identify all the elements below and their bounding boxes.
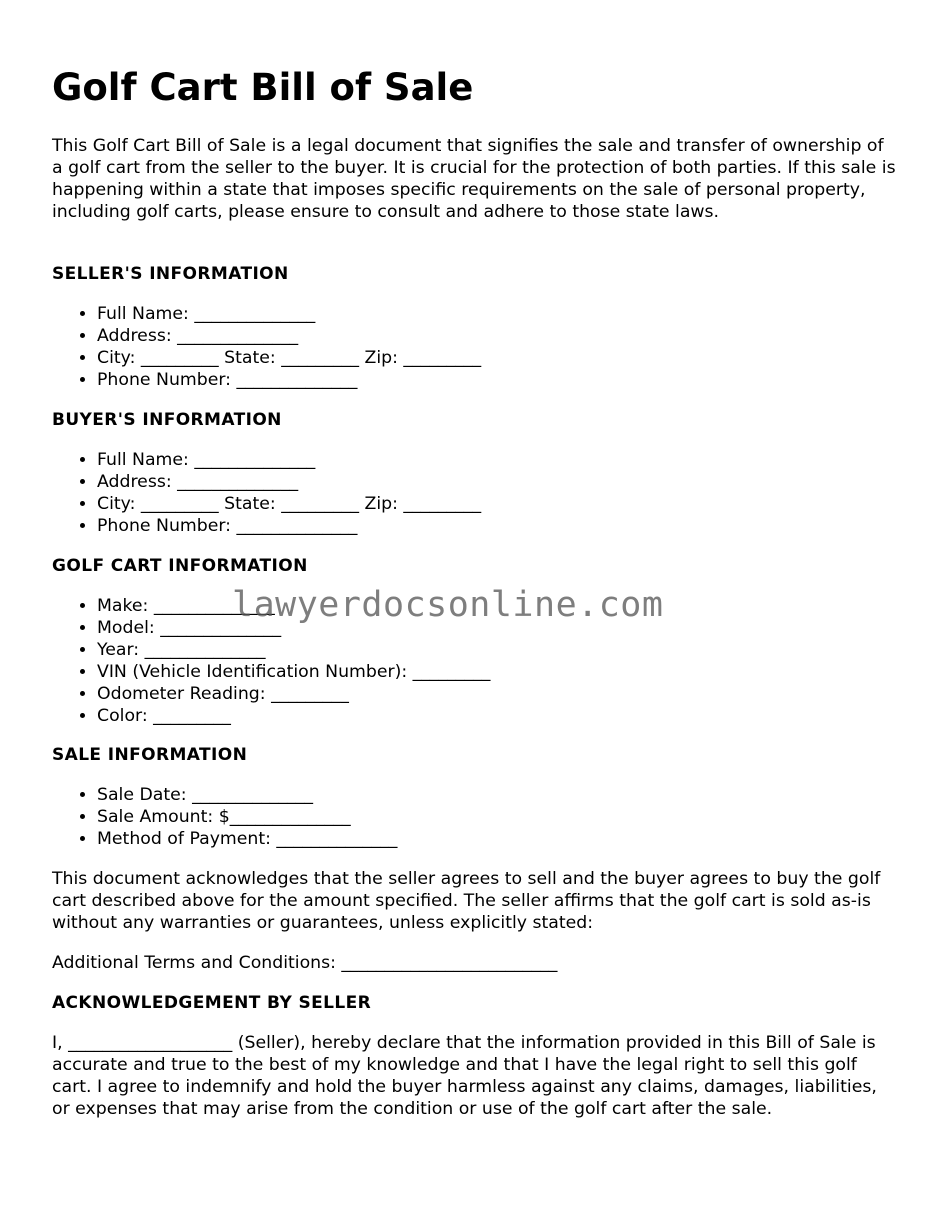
payment-method-field[interactable]: • Method of Payment: ______________ [97,828,897,850]
sale-list [52,784,897,850]
seller-ack-section [52,992,897,1120]
sale-section [52,744,897,850]
cart-vin-field[interactable]: • VIN (Vehicle Identification Number): _________ [97,661,897,683]
seller-list [52,303,897,391]
acknowledgement-section [52,868,897,934]
buyer-full-name-field[interactable]: • Full Name: ______________ [97,449,897,471]
cart-color-field[interactable]: • Color: _________ [97,705,897,727]
additional-terms-field[interactable]: Additional Terms and Conditions: _________________________ [52,953,558,973]
seller-ack-heading: ACKNOWLEDGEMENT BY SELLER [52,993,372,1013]
intro-paragraph: This Golf Cart Bill of Sale is a legal document that signifies the sale and transfer of ownership of a golf cart from the seller to the buyer. It is crucial for the protection of both parties. If this sale is happening within a state that imposes specific requirements on the sale of personal property, including golf carts, please ensure to consult and adhere to those state laws. [52,136,896,222]
seller-heading: SELLER'S INFORMATION [52,264,289,284]
cart-heading: GOLF CART INFORMATION [52,556,308,576]
seller-address-field[interactable]: • Address: ______________ [97,325,897,347]
buyer-phone-field[interactable]: • Phone Number: ______________ [97,515,897,537]
cart-year-field[interactable]: • Year: ______________ [97,639,897,661]
intro-section [52,135,897,223]
cart-section [52,555,897,727]
seller-full-name-field[interactable]: • Full Name: ______________ [97,303,897,325]
acknowledgement-paragraph: This document acknowledges that the seller agrees to sell and the buyer agrees to buy the golf cart described above for the amount specified. The seller affirms that the golf cart is sold as-is without any warranties or guarantees, unless explicitly stated: [52,869,881,933]
buyer-list [52,449,897,537]
additional-terms-section [52,952,897,974]
buyer-heading: BUYER'S INFORMATION [52,410,282,430]
seller-city-state-zip-field[interactable]: • City: _________ State: _________ Zip: _________ [97,347,897,369]
buyer-city-state-zip-field[interactable]: • City: _________ State: _________ Zip: _________ [97,493,897,515]
seller-section [52,263,897,391]
buyer-address-field[interactable]: • Address: ______________ [97,471,897,493]
page-title: Golf Cart Bill of Sale [52,66,474,109]
watermark: lawyerdocsonline.com [232,585,664,625]
sale-date-field[interactable]: • Sale Date: ______________ [97,784,897,806]
seller-phone-field[interactable]: • Phone Number: ______________ [97,369,897,391]
seller-ack-paragraph: I, ___________________ (Seller), hereby declare that the information provided in this Bill of Sale is accurate and true to the best of my knowledge and that I have the legal right to sell this golf cart. I agree to indemnify and hold the buyer harmless against any claims, damages, liabilities, or expenses that may arise from the condition or use of the golf cart after the sale. [52,1033,877,1119]
cart-model-field[interactable]: • Model: ______________ [97,617,897,639]
cart-odometer-field[interactable]: • Odometer Reading: _________ [97,683,897,705]
sale-heading: SALE INFORMATION [52,745,248,765]
sale-amount-field[interactable]: • Sale Amount: $______________ [97,806,897,828]
buyer-section [52,409,897,537]
cart-make-field[interactable]: • Make: ______________ [97,595,897,617]
